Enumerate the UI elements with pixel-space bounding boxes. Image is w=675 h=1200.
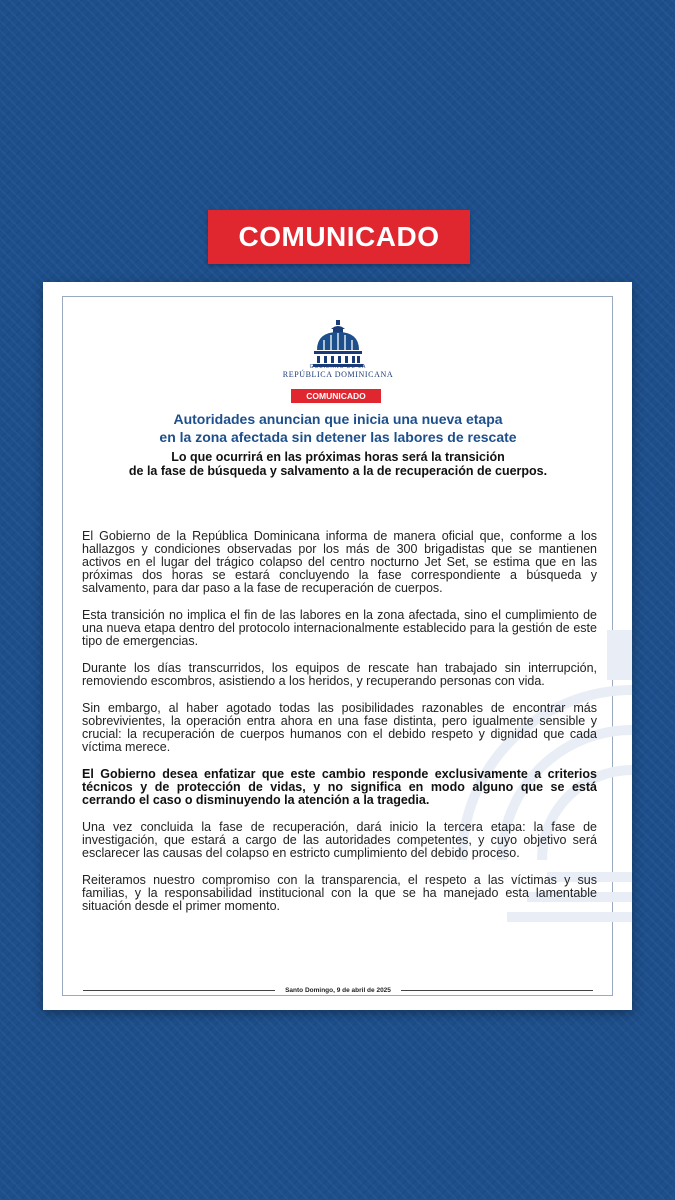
- document-body: [82, 530, 597, 927]
- footer-divider-left: [83, 990, 275, 991]
- title-line2: en la zona afectada sin detener las labores de rescate: [159, 429, 517, 445]
- document-card: [43, 282, 632, 1010]
- document-subtitle: [68, 450, 608, 478]
- paragraph: Reiteramos nuestro compromiso con la transparencia, el respeto a las víctimas y sus familias, y la responsabilidad institucional con la que se ha manejado esta lamentable situación desde el primer momento.: [82, 873, 597, 913]
- place-date: Santo Domingo, 9 de abril de 2025: [285, 986, 391, 994]
- document-title: [103, 410, 573, 446]
- comunicado-tag: COMUNICADO: [291, 389, 381, 403]
- subtitle-line1: Lo que ocurrirá en las próximas horas será la transición: [171, 450, 505, 464]
- government-dome-logo-icon: [311, 320, 365, 370]
- title-line1: Autoridades anuncian que inicia una nueva etapa: [173, 411, 503, 427]
- document-footer: [83, 984, 593, 996]
- paragraph: Durante los días transcurridos, los equipos de rescate han trabajado sin interrupción, removiendo escombros, asistiendo a los heridos, y recuperando personas con vida.: [82, 661, 597, 688]
- government-name-line1: GOBIERNO DE LA: [309, 364, 367, 370]
- subtitle-line2: de la fase de búsqueda y salvamento a la de recuperación de cuerpos.: [128, 464, 548, 478]
- headline-banner: COMUNICADO: [208, 210, 470, 264]
- paragraph: Esta transición no implica el fin de las labores en la zona afectada, sino el cumplimiento de una nueva etapa dentro del protocolo internacionalmente establecido para la gestión de este tipo de emergencias.: [82, 608, 597, 648]
- paragraph: Sin embargo, al haber agotado todas las posibilidades razonables de encontrar más sobrevivientes, la operación entra ahora en una fase distinta, pero igualmente sensible y crucial: la recuperación de cuerpos humanos con el debido respeto y dignidad que cada víctima merece.: [82, 701, 597, 754]
- government-name-line2: REPÚBLICA DOMINICANA: [282, 370, 394, 379]
- footer-divider-right: [401, 990, 593, 991]
- paragraph: El Gobierno de la República Dominicana informa de manera oficial que, conforme a los hallazgos y condiciones observadas por los más de 300 brigadistas que se mantienen activos en el lugar del trágico colapso del centro nocturno Jet Set, se estima que en las próximas dos horas se estará concluyendo la fase correspondiente a búsqueda y salvamento, para dar paso a la fase de recuperación de cuerpos.: [82, 529, 597, 595]
- emphasis-paragraph: El Gobierno desea enfatizar que este cambio responde exclusivamente a criterios técnicos y de protección de vidas, y no significa en modo alguno que se está cerrando el caso o disminuyendo la atención a la tragedia.: [82, 767, 597, 807]
- paragraph: Una vez concluida la fase de recuperación, dará inicio la tercera etapa: la fase de investigación, que estará a cargo de las autoridades competentes, y cuyo objetivo será esclarecer las causas del colapso en estricto cumplimiento del debido proceso.: [82, 820, 597, 860]
